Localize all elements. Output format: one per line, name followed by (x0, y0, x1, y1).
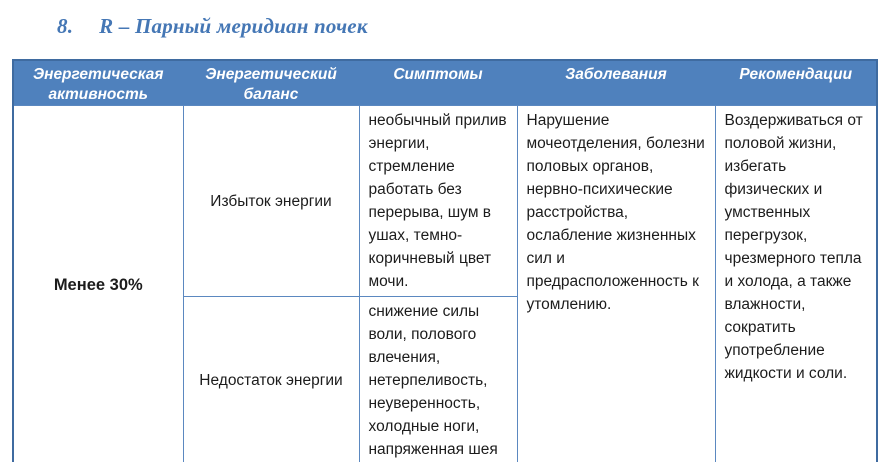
column-header-recommendations: Рекомендации (715, 60, 877, 106)
table-header-row (13, 60, 877, 106)
cell-activity-level: Менее 30% (13, 106, 183, 462)
heading-number: 8. (57, 14, 74, 38)
cell-symptoms-deficit: снижение силы воли, полового влечения, нетерпеливость, неуверенность, холодные ноги, напряженная шея (359, 297, 517, 462)
cell-balance-deficit: Недостаток энергии (183, 297, 359, 462)
section-heading (57, 13, 888, 39)
table-row (13, 106, 877, 297)
cell-symptoms-excess: необычный прилив энергии, стремление работать без перерыва, шум в ушах, темно-коричневый цвет мочи. (359, 106, 517, 297)
column-header-energy-activity: Энергетическая активность (13, 60, 183, 106)
cell-recommendations: Воздерживаться от половой жизни, избегать физических и умственных перегрузок, чрезмерного тепла и холода, а также влажности, сократить употребление жидкости и соли. (715, 106, 877, 462)
cell-balance-excess: Избыток энергии (183, 106, 359, 297)
heading-title: R – Парный меридиан почек (99, 14, 368, 38)
column-header-symptoms: Симптомы (359, 60, 517, 106)
column-header-diseases: Заболевания (517, 60, 715, 106)
meridian-table (12, 59, 878, 462)
column-header-energy-balance: Энергетический баланс (183, 60, 359, 106)
cell-diseases: Нарушение мочеотделения, болезни половых органов, нервно-психические расстройства, ослабление жизненных сил и предрасположенность к утомлению. (517, 106, 715, 462)
